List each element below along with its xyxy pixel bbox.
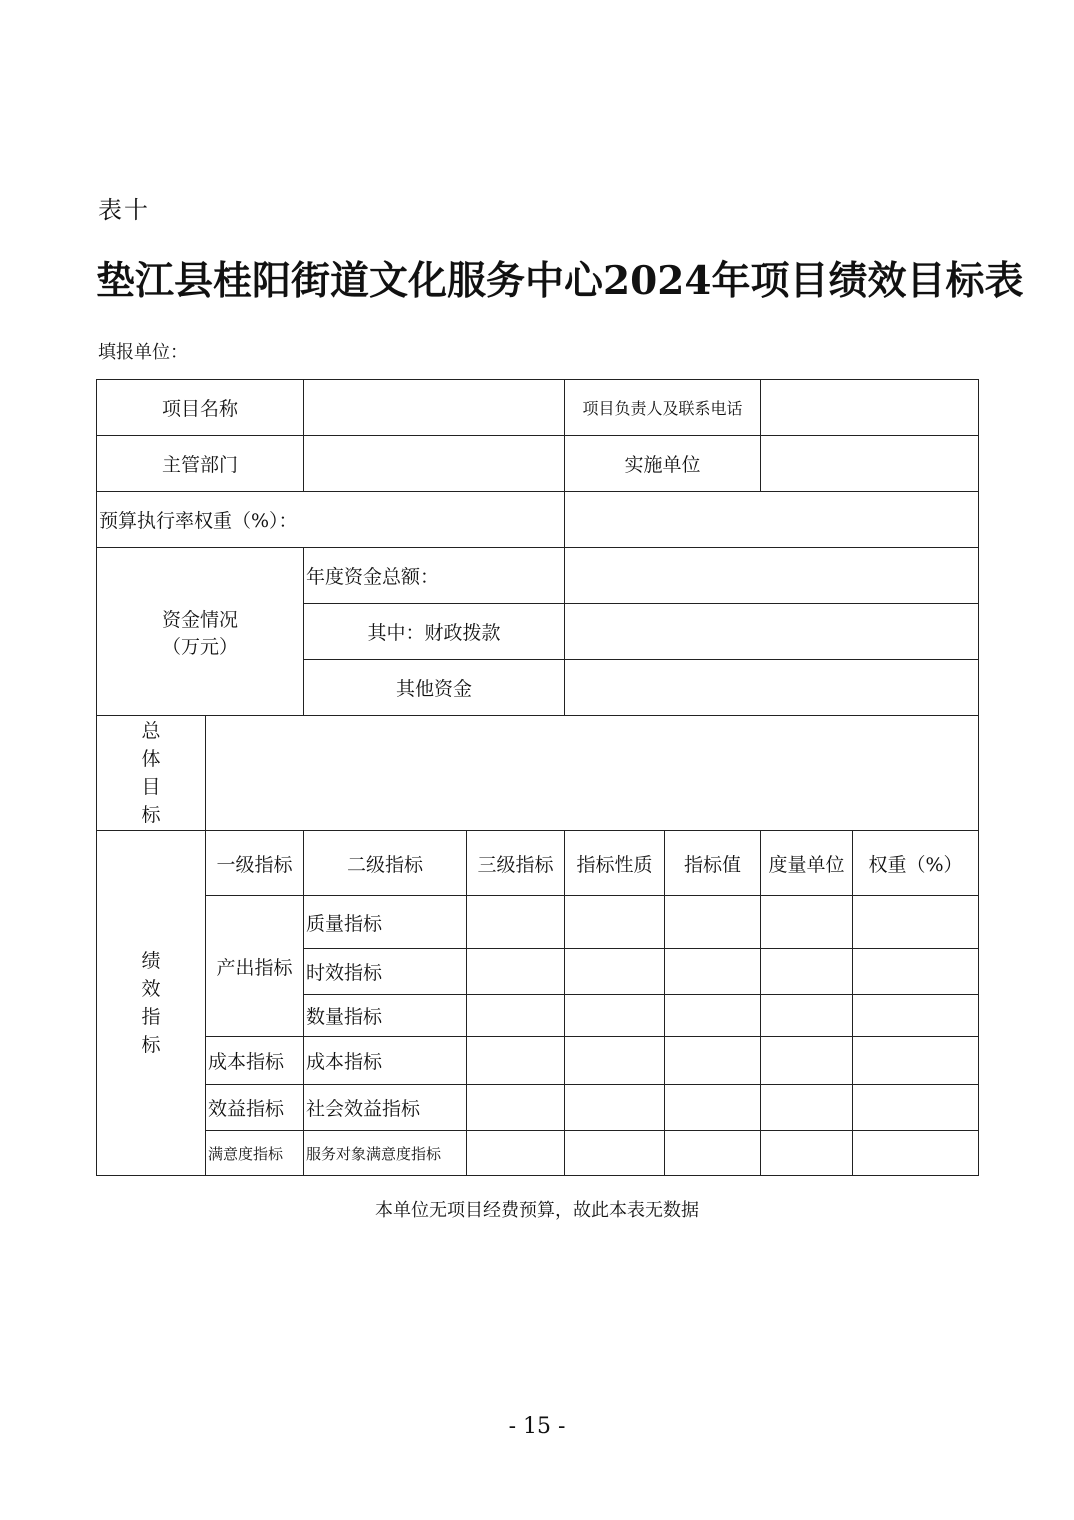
timeliness-indicator-label: 时效指标	[304, 949, 467, 995]
cell-empty	[565, 1085, 665, 1131]
header-unit: 度量单位	[761, 831, 853, 896]
header-level1: 一级指标	[206, 831, 304, 896]
quality-indicator-label: 质量指标	[304, 896, 467, 949]
cell-empty	[761, 949, 853, 995]
cell-empty	[853, 896, 979, 949]
funds-label: 资金情况	[162, 608, 239, 631]
cell-empty	[467, 949, 565, 995]
annual-total-label: 年度资金总额：	[304, 548, 565, 604]
cell-empty	[467, 1131, 565, 1176]
cell-empty	[853, 1037, 979, 1085]
row-cost	[97, 1037, 979, 1085]
cell-empty	[665, 1085, 761, 1131]
row-budget-weight	[97, 492, 979, 548]
contact-value	[761, 380, 979, 436]
cell-empty	[665, 949, 761, 995]
annual-total-value	[565, 548, 979, 604]
cell-empty	[853, 1085, 979, 1131]
cell-empty	[665, 896, 761, 949]
cell-empty	[467, 995, 565, 1037]
project-name-value	[304, 380, 565, 436]
impl-unit-label: 实施单位	[565, 436, 761, 492]
header-level2: 二级指标	[304, 831, 467, 896]
cell-empty	[665, 995, 761, 1037]
satisfaction-level2-label: 服务对象满意度指标	[304, 1131, 467, 1176]
performance-target-table	[96, 379, 979, 1176]
cost-level2-label: 成本指标	[304, 1037, 467, 1085]
header-weight: 权重（%）	[853, 831, 979, 896]
cell-empty	[565, 1037, 665, 1085]
filler-unit-label: 填报单位：	[98, 342, 188, 363]
no-data-note: 本单位无项目经费预算，故此本表无数据	[375, 1200, 699, 1221]
other-funds-label: 其他资金	[304, 660, 565, 716]
output-indicator-label: 产出指标	[206, 896, 304, 1037]
funds-label-cell	[97, 548, 304, 716]
row-project-name	[97, 380, 979, 436]
cell-empty	[467, 1037, 565, 1085]
cell-empty	[467, 1085, 565, 1131]
document-title: 垫江县桂阳街道文化服务中心2024年项目绩效目标表	[96, 258, 1024, 304]
funds-unit: （万元）	[162, 635, 239, 658]
cell-empty	[761, 1131, 853, 1176]
cell-empty	[565, 995, 665, 1037]
overall-goal-value	[206, 716, 979, 831]
cell-empty	[565, 1131, 665, 1176]
cell-empty	[761, 1085, 853, 1131]
quantity-indicator-label: 数量指标	[304, 995, 467, 1037]
fiscal-value	[565, 604, 979, 660]
row-benefit	[97, 1085, 979, 1131]
cell-empty	[761, 995, 853, 1037]
impl-unit-value	[761, 436, 979, 492]
cell-empty	[565, 949, 665, 995]
row-quality	[97, 896, 979, 949]
row-department	[97, 436, 979, 492]
header-level3: 三级指标	[467, 831, 565, 896]
row-annual-total	[97, 548, 979, 604]
row-satisfaction	[97, 1131, 979, 1176]
contact-label: 项目负责人及联系电话	[565, 380, 761, 436]
cell-empty	[467, 896, 565, 949]
dept-value	[304, 436, 565, 492]
row-indicator-headers	[97, 831, 979, 896]
header-nature: 指标性质	[565, 831, 665, 896]
fiscal-label: 其中：财政拨款	[304, 604, 565, 660]
cell-empty	[853, 949, 979, 995]
cell-empty	[853, 1131, 979, 1176]
budget-weight-value	[565, 492, 979, 548]
overall-goal-label: 总 体 目 标	[97, 716, 206, 831]
cost-level1-label: 成本指标	[206, 1037, 304, 1085]
cell-empty	[665, 1131, 761, 1176]
budget-weight-label: 预算执行率权重（%）：	[97, 492, 565, 548]
header-value: 指标值	[665, 831, 761, 896]
cell-empty	[761, 1037, 853, 1085]
row-overall-goal	[97, 716, 979, 831]
project-name-label: 项目名称	[97, 380, 304, 436]
page-number: - 15 -	[508, 1414, 566, 1439]
satisfaction-level1-label: 满意度指标	[206, 1131, 304, 1176]
cell-empty	[853, 995, 979, 1037]
other-funds-value	[565, 660, 979, 716]
benefit-level2-label: 社会效益指标	[304, 1085, 467, 1131]
cell-empty	[761, 896, 853, 949]
cell-empty	[665, 1037, 761, 1085]
table-number: 表十	[98, 196, 150, 224]
benefit-level1-label: 效益指标	[206, 1085, 304, 1131]
cell-empty	[565, 896, 665, 949]
dept-label: 主管部门	[97, 436, 304, 492]
perf-indicator-label: 绩 效 指 标	[97, 831, 206, 1176]
